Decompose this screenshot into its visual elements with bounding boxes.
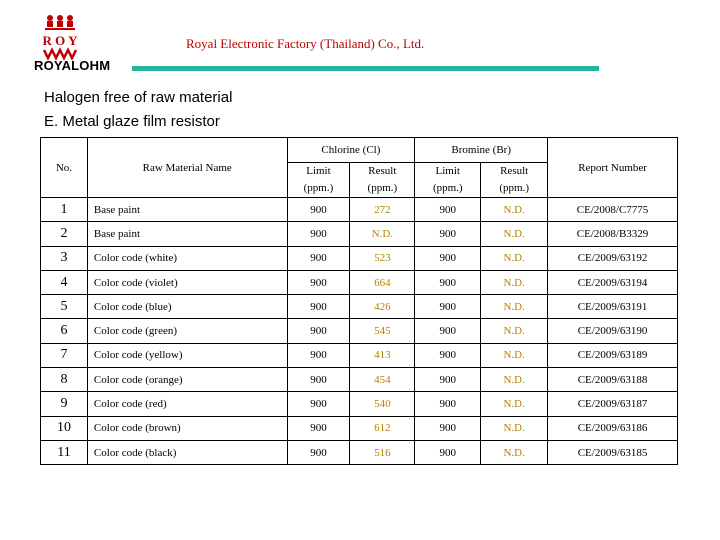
row-number: 2 — [41, 222, 88, 246]
table-row — [41, 246, 678, 270]
col-header-cl-limit: Limit (ppm.) — [287, 163, 350, 198]
material-name: Base paint — [87, 198, 287, 222]
chlorine-result: 664 — [350, 270, 415, 294]
bromine-limit: 900 — [415, 368, 481, 392]
material-name: Color code (blue) — [87, 295, 287, 319]
bromine-limit: 900 — [415, 246, 481, 270]
row-number: 11 — [41, 440, 88, 464]
row-number: 8 — [41, 368, 88, 392]
bromine-limit: 900 — [415, 392, 481, 416]
bromine-result: N.D. — [481, 270, 548, 294]
report-number: CE/2009/63186 — [548, 416, 678, 440]
table-row — [41, 368, 678, 392]
chlorine-limit: 900 — [287, 270, 350, 294]
chlorine-result: 540 — [350, 392, 415, 416]
table-row — [41, 392, 678, 416]
col-group-bromine: Bromine (Br) — [415, 138, 548, 163]
bromine-limit: 900 — [415, 295, 481, 319]
report-number: CE/2009/63185 — [548, 440, 678, 464]
material-name: Color code (orange) — [87, 368, 287, 392]
row-number: 9 — [41, 392, 88, 416]
bromine-limit: 900 — [415, 416, 481, 440]
bromine-limit: 900 — [415, 440, 481, 464]
bromine-result: N.D. — [481, 416, 548, 440]
report-number: CE/2009/63188 — [548, 368, 678, 392]
chlorine-limit: 900 — [287, 246, 350, 270]
material-name: Base paint — [87, 222, 287, 246]
row-number: 6 — [41, 319, 88, 343]
chlorine-limit: 900 — [287, 319, 350, 343]
bromine-result: N.D. — [481, 392, 548, 416]
chlorine-result: 272 — [350, 198, 415, 222]
chlorine-limit: 900 — [287, 440, 350, 464]
chlorine-result: 545 — [350, 319, 415, 343]
table-row — [41, 343, 678, 367]
chlorine-limit: 900 — [287, 222, 350, 246]
report-number: CE/2009/63189 — [548, 343, 678, 367]
bromine-result: N.D. — [481, 440, 548, 464]
header-divider — [132, 66, 599, 71]
bromine-limit: 900 — [415, 222, 481, 246]
col-header-no: No. — [41, 138, 88, 198]
table-row — [41, 319, 678, 343]
col-header-report: Report Number — [548, 138, 678, 198]
bromine-limit: 900 — [415, 270, 481, 294]
chlorine-limit: 900 — [287, 416, 350, 440]
halogen-table — [40, 137, 678, 465]
chlorine-limit: 900 — [287, 198, 350, 222]
col-header-name: Raw Material Name — [87, 138, 287, 198]
material-name: Color code (violet) — [87, 270, 287, 294]
report-number: CE/2008/B3329 — [548, 222, 678, 246]
table-row — [41, 198, 678, 222]
material-name: Color code (green) — [87, 319, 287, 343]
chlorine-result: 413 — [350, 343, 415, 367]
material-name: Color code (black) — [87, 440, 287, 464]
chlorine-result: 523 — [350, 246, 415, 270]
row-number: 7 — [41, 343, 88, 367]
table-row — [41, 416, 678, 440]
report-number: CE/2009/63187 — [548, 392, 678, 416]
bromine-result: N.D. — [481, 198, 548, 222]
bromine-limit: 900 — [415, 343, 481, 367]
chlorine-limit: 900 — [287, 343, 350, 367]
logo-mark-text: R O Y — [42, 33, 78, 48]
logo-text: ROYALOHM — [34, 58, 111, 73]
page-subtitle: E. Metal glaze film resistor — [44, 113, 220, 130]
chlorine-result: 454 — [350, 368, 415, 392]
report-number: CE/2008/C7775 — [548, 198, 678, 222]
table-row — [41, 270, 678, 294]
bromine-limit: 900 — [415, 198, 481, 222]
table-row — [41, 295, 678, 319]
report-number: CE/2009/63191 — [548, 295, 678, 319]
bromine-result: N.D. — [481, 368, 548, 392]
chlorine-limit: 900 — [287, 392, 350, 416]
row-number: 1 — [41, 198, 88, 222]
table-row — [41, 440, 678, 464]
report-number: CE/2009/63192 — [548, 246, 678, 270]
col-header-br-limit: Limit (ppm.) — [415, 163, 481, 198]
chlorine-result: 426 — [350, 295, 415, 319]
bromine-result: N.D. — [481, 295, 548, 319]
table-row — [41, 222, 678, 246]
chlorine-result: 612 — [350, 416, 415, 440]
bromine-result: N.D. — [481, 246, 548, 270]
report-number: CE/2009/63190 — [548, 319, 678, 343]
bromine-result: N.D. — [481, 343, 548, 367]
bromine-result: N.D. — [481, 319, 548, 343]
report-number: CE/2009/63194 — [548, 270, 678, 294]
material-name: Color code (red) — [87, 392, 287, 416]
row-number: 4 — [41, 270, 88, 294]
bromine-limit: 900 — [415, 319, 481, 343]
material-name: Color code (yellow) — [87, 343, 287, 367]
chlorine-result: 516 — [350, 440, 415, 464]
col-header-br-result: Result (ppm.) — [481, 163, 548, 198]
col-group-chlorine: Chlorine (Cl) — [287, 138, 415, 163]
page-title: Halogen free of raw material — [44, 89, 233, 106]
chlorine-limit: 900 — [287, 368, 350, 392]
material-name: Color code (white) — [87, 246, 287, 270]
material-name: Color code (brown) — [87, 416, 287, 440]
company-name: Royal Electronic Factory (Thailand) Co., Ltd. — [186, 36, 425, 51]
row-number: 3 — [41, 246, 88, 270]
chlorine-limit: 900 — [287, 295, 350, 319]
col-header-cl-result: Result (ppm.) — [350, 163, 415, 198]
row-number: 5 — [41, 295, 88, 319]
row-number: 10 — [41, 416, 88, 440]
bromine-result: N.D. — [481, 222, 548, 246]
chlorine-result: N.D. — [350, 222, 415, 246]
